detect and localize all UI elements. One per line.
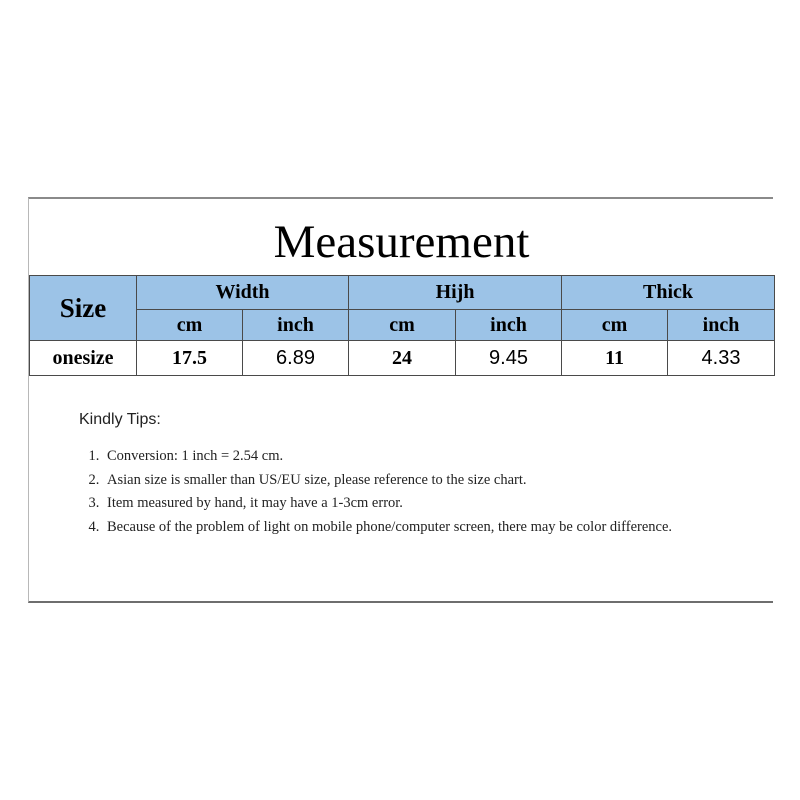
table-header-row — [30, 276, 775, 310]
tips-title: Kindly Tips: — [79, 411, 161, 428]
unit-header: inch — [243, 310, 349, 341]
table-cell: 4.33 — [668, 341, 775, 376]
tip-item: 4. Because of the problem of light on mobile phone/computer screen, there may be color difference. — [103, 516, 739, 540]
unit-header: cm — [562, 310, 668, 341]
unit-header: inch — [668, 310, 775, 341]
table-cell: 11 — [562, 341, 668, 376]
width-group-header: Width — [137, 276, 349, 310]
unit-header: cm — [137, 310, 243, 341]
tips-list — [79, 445, 739, 539]
measurement-sheet — [28, 197, 773, 603]
tips-section — [79, 411, 739, 539]
tip-item: 2. Asian size is smaller than US/EU size, please reference to the size chart. — [103, 469, 739, 493]
table-cell: 24 — [349, 341, 456, 376]
row-label: onesize — [30, 341, 137, 376]
table-row — [30, 341, 775, 376]
height-group-header: Hijh — [349, 276, 562, 310]
table-cell: 9.45 — [456, 341, 562, 376]
measurement-table — [29, 275, 775, 376]
table-unit-row — [30, 310, 775, 341]
title-row — [29, 199, 774, 277]
size-header: Size — [30, 276, 137, 341]
tip-item: 3. Item measured by hand, it may have a 1-3cm error. — [103, 492, 739, 516]
page-title: Measurement — [273, 216, 530, 268]
unit-header: inch — [456, 310, 562, 341]
thick-group-header: Thick — [562, 276, 775, 310]
table-cell: 6.89 — [243, 341, 349, 376]
tip-item: 1. Conversion: 1 inch = 2.54 cm. — [103, 445, 739, 469]
unit-header: cm — [349, 310, 456, 341]
table-cell: 17.5 — [137, 341, 243, 376]
